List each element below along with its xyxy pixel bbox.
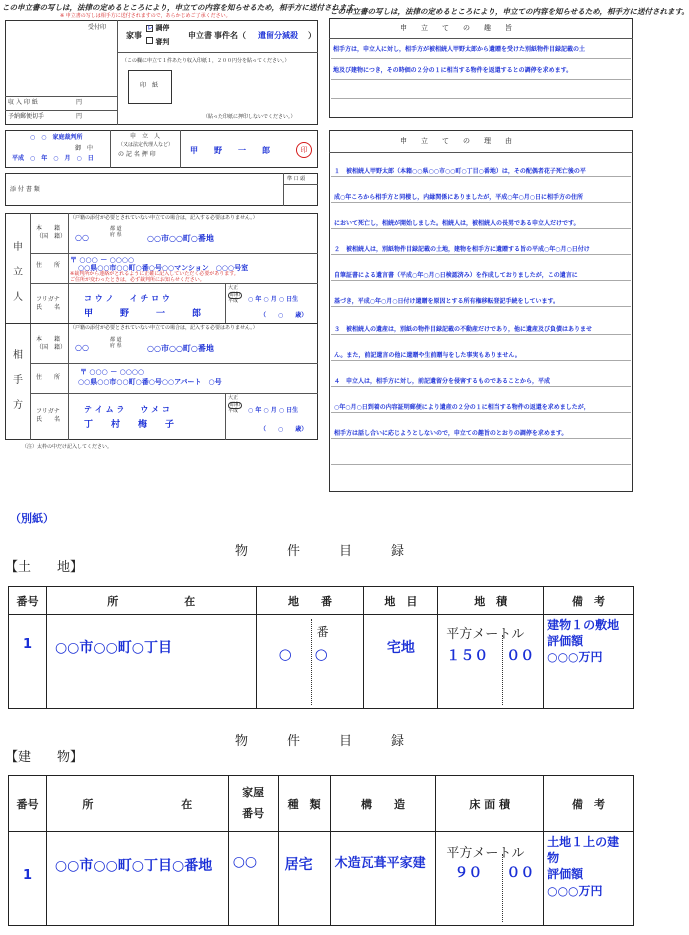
case-name-close: ） (308, 31, 316, 40)
opponent-address-label: 住 所 (36, 374, 61, 381)
applicant-red-note2: ご住所が変わったときは，必ず裁判所にお知らせください。 (70, 277, 205, 283)
table-row (9, 615, 634, 709)
red-sub-notice: ※ 申立書の写しは相手方に送付されますので，あらかじめご了承ください。 (60, 13, 231, 19)
applicant-sub: （又は法定代理人など） (118, 142, 174, 148)
attach-box (5, 173, 318, 206)
junko-label: 準 口 頭 (287, 176, 306, 182)
land-header: 番号 (9, 587, 47, 615)
applicant-domicile-city: ○○市○○町○番地 (147, 234, 214, 243)
building-heading: 【建 物】 (5, 750, 84, 765)
building-structure: 木造瓦葺平家建 (330, 832, 436, 926)
opponent-birth: ○ 年 ○ 月 ○ 日生 (248, 407, 299, 414)
attach-label: 添 付 書 類 (10, 186, 40, 193)
building-house-no: ○○ (228, 832, 278, 926)
building-header: 構 造 (330, 776, 436, 832)
land-list-title: 物 件 目 録 (235, 544, 405, 559)
land-header: 地 番 (256, 587, 364, 615)
applicant-red-note: ※裁判所から連絡がとれるように正確に記入していただく必要があります。 (70, 271, 239, 277)
opponent-name: 丁 村 梅 子 (84, 420, 175, 430)
choice-shinpan: 審判 (146, 37, 169, 47)
purpose-text2: 地及び建物につき，その時価の２分の１に相当する物件を返還するとの調停を求めます。 (333, 67, 573, 74)
applicant-era: 大正 昭和 平成 (228, 285, 241, 304)
choice-chotei: レ 調停 (147, 24, 170, 32)
building-header: 家屋 番号 (228, 776, 278, 832)
building-area-dec: ００ (506, 865, 535, 881)
land-chiban2: ○ (314, 645, 328, 663)
land-location: ○○市○○町○丁目 (46, 615, 256, 709)
building-area (436, 832, 544, 926)
opponent-domicile-city: ○○市○○町○番地 (147, 344, 214, 353)
revenue-yen: 円 (76, 99, 83, 106)
notice-left: この申立書の写しは，法律の定めるところにより，申立ての内容を知らせるため，相手方に送付されます。 (2, 3, 361, 12)
opponent-domicile-label: 本 籍 （国 籍） (36, 336, 67, 351)
opponent-furigana-label: フリガナ 氏 名 (36, 408, 61, 423)
applicant-label: 申 立 人 (130, 133, 161, 140)
building-header: 番号 (9, 776, 47, 832)
land-table (8, 586, 634, 709)
land-remark: 建物１の敷地 評価額 ○○○万円 (544, 615, 634, 709)
reason-line: ４ 申立人は，相手方に対し，前記遺留分を侵害するものであることから，平成 (334, 378, 551, 385)
building-location: ○○市○○町○丁目○番地 (46, 832, 228, 926)
shinpan-checkbox[interactable] (146, 37, 153, 44)
building-area-int: ９０ (454, 865, 483, 881)
reason-line: ○年○月○日到着の内容証明郵便により遺産の２分の１に相当する物件の返還を求めましたが， (334, 404, 590, 411)
applicant-postal: 〒 ○○○ － ○○○○ (70, 256, 135, 264)
case-name-label: 事件名（ (214, 31, 246, 40)
chotei-checkbox[interactable]: レ (147, 25, 154, 32)
land-ban-label: 番 (316, 625, 329, 639)
applicant-furigana: コ ウ ノ イ チ ロ ウ (84, 294, 170, 303)
land-area-int: １５０ (446, 648, 489, 664)
land-header: 備 考 (544, 587, 634, 615)
building-table (8, 775, 634, 926)
applicant-domicile-note: （戸籍の添付が必要とされていない申立ての場合は，記入する必要はありません。） (70, 215, 258, 221)
land-header: 地 目 (364, 587, 438, 615)
reason-line: ３ 被相続人の遺産は，別紙の物件目録記載の不動産だけであり，他に遺産及び負債はありませ (334, 326, 593, 333)
applicant-birth: ○ 年 ○ 月 ○ 日生 (248, 296, 299, 303)
reason-line: において死亡し，相続が開始しました。相続人は，被相続人の長男である申立人だけです。 (334, 220, 580, 227)
land-chiban1: ○ (278, 645, 292, 663)
applicant-address: ○○県○○市○○町○番○号○○マンション ○○○号室 (78, 264, 249, 272)
opponent-domicile-pref: ○○ (75, 343, 89, 352)
reason-title: 申 立 て の 理 由 (400, 137, 512, 145)
applicant-furigana-label: フリガナ 氏 名 (36, 296, 61, 311)
land-header: 地 積 (438, 587, 544, 615)
applicant-domicile-label: 本 籍 （国 籍） (36, 225, 67, 240)
opponent-pref-label: 都 道 府 県 (110, 337, 122, 349)
reason-line: １ 被相続人甲野太郎（本籍○○県○○市○○町○丁目○番地）は，その配偶者花子死亡後の平 (334, 168, 586, 175)
applicant-domicile-pref: ○○ (75, 233, 89, 242)
case-name: 遺留分減殺 (258, 31, 298, 40)
court-line: ○ ○ 家庭裁判所 (30, 134, 83, 141)
date-line: 平成 ○ 年 ○ 月 ○ 日 (12, 155, 94, 162)
reason-lines (329, 152, 633, 492)
reason-line: 成○年ころから相手方と同棲し，内縁関係にありましたが，平成○年○月○日に相手方の住所 (334, 194, 583, 201)
building-header: 所 在 (46, 776, 228, 832)
building-area-unit: 平方メートル (446, 845, 525, 860)
building-header: 床 面 積 (436, 776, 544, 832)
notice-right: この申立書の写しは，法律の定めるところにより，申立ての内容を知らせるため，相手方に送付されます。 (330, 7, 689, 16)
signature-label: の 記 名 押 印 (118, 151, 156, 158)
revenue-stamp-label: 収 入 印 紙 (8, 99, 38, 106)
reason-line: ん。また，前記遺言の他に遺贈や生前贈与をした事実もありません。 (334, 352, 521, 359)
attachment-label: （別紙） (10, 512, 54, 525)
gochu-label: 御 中 (75, 145, 94, 152)
land-area-unit: 平方メートル (446, 626, 525, 641)
land-heading: 【土 地】 (5, 560, 84, 575)
land-chimoku: 宅地 (364, 615, 438, 709)
stamp-box-label: 印 紙 (140, 82, 159, 89)
applicant-age: （ ○ 歳） (260, 312, 308, 319)
building-header: 種 類 (278, 776, 330, 832)
parties-footnote: （注）太枠の中だけ記入してください。 (22, 444, 113, 450)
applicant-name: 甲 野 一 郎 (84, 309, 202, 319)
reason-line: ２ 被相続人は，別紙物件目録記載の土地，建物を相手方に遺贈する旨の平成○年○月○日付け (334, 246, 590, 253)
building-no: 1 (9, 832, 47, 926)
opponent-postal: 〒 ○○○ － ○○○○ (80, 368, 145, 376)
opponent-domicile-note: （戸籍の添付が必要とされていない申立ての場合は，記入する必要はありません。） (70, 325, 258, 331)
category-kaji: 家事 (126, 31, 142, 40)
land-area-dec: ００ (506, 648, 535, 664)
stamp-note: （この欄に申立て１件あたり収入印紙１，２００円分を貼ってください。） (122, 58, 290, 64)
purpose-title: 申 立 て の 趣 旨 (400, 24, 512, 32)
table-row (9, 832, 634, 926)
land-no: 1 (9, 615, 47, 709)
applicant-address-label: 住 所 (36, 262, 61, 269)
purpose-text1: 相手方は，申立人に対し，相手方が被相続人甲野太郎から遺贈を受けた別紙物件目録記載の土 (333, 46, 586, 53)
opponent-age: （ ○ 歳） (260, 426, 308, 433)
opponent-address: ○○県○○市○○町○番○号○○アパート ○号 (78, 378, 222, 386)
postage-yen: 円 (76, 113, 83, 120)
building-list-title: 物 件 目 録 (235, 734, 405, 749)
opponent-furigana: テ イ ム ラ ウ メ コ (84, 405, 170, 414)
opponent-side-label: 相 手 方 (13, 350, 23, 411)
reason-line: 相手方は話し合いに応じようとしないので，申立ての趣旨のとおりの調停を求めます。 (334, 430, 568, 437)
building-header: 備 考 (544, 776, 634, 832)
opponent-era: 大正 昭和 平成 (228, 395, 241, 414)
postage-label: 予納郵便切手 (8, 113, 45, 120)
land-header: 所 在 (46, 587, 256, 615)
applicant-side-label: 申 立 人 (13, 242, 23, 303)
petition-label: 申立書 (188, 31, 212, 40)
reason-line: 基づき，平成○年○月○日付け遺贈を原因とする所有権移転登記手続をしています。 (334, 298, 559, 305)
seal-stamp: 印 (296, 142, 312, 158)
land-chiban (256, 615, 364, 709)
building-kind: 居宅 (278, 832, 330, 926)
building-remark: 土地１上の建物 評価額 ○○○万円 (544, 832, 634, 926)
land-area (438, 615, 544, 709)
reason-line: 自筆証書による遺言書（平成○年○月○日検認済み）を作成しておりましたが，この遺言に (334, 272, 578, 279)
stamp-note2: （貼った印紙に押印しないでください。） (203, 114, 296, 120)
applicant-pref-label: 都 道 府 県 (110, 226, 122, 238)
receipt-stamp-label: 受付印 (88, 24, 107, 31)
applicant-signature: 甲 野 一 郎 (190, 146, 270, 155)
